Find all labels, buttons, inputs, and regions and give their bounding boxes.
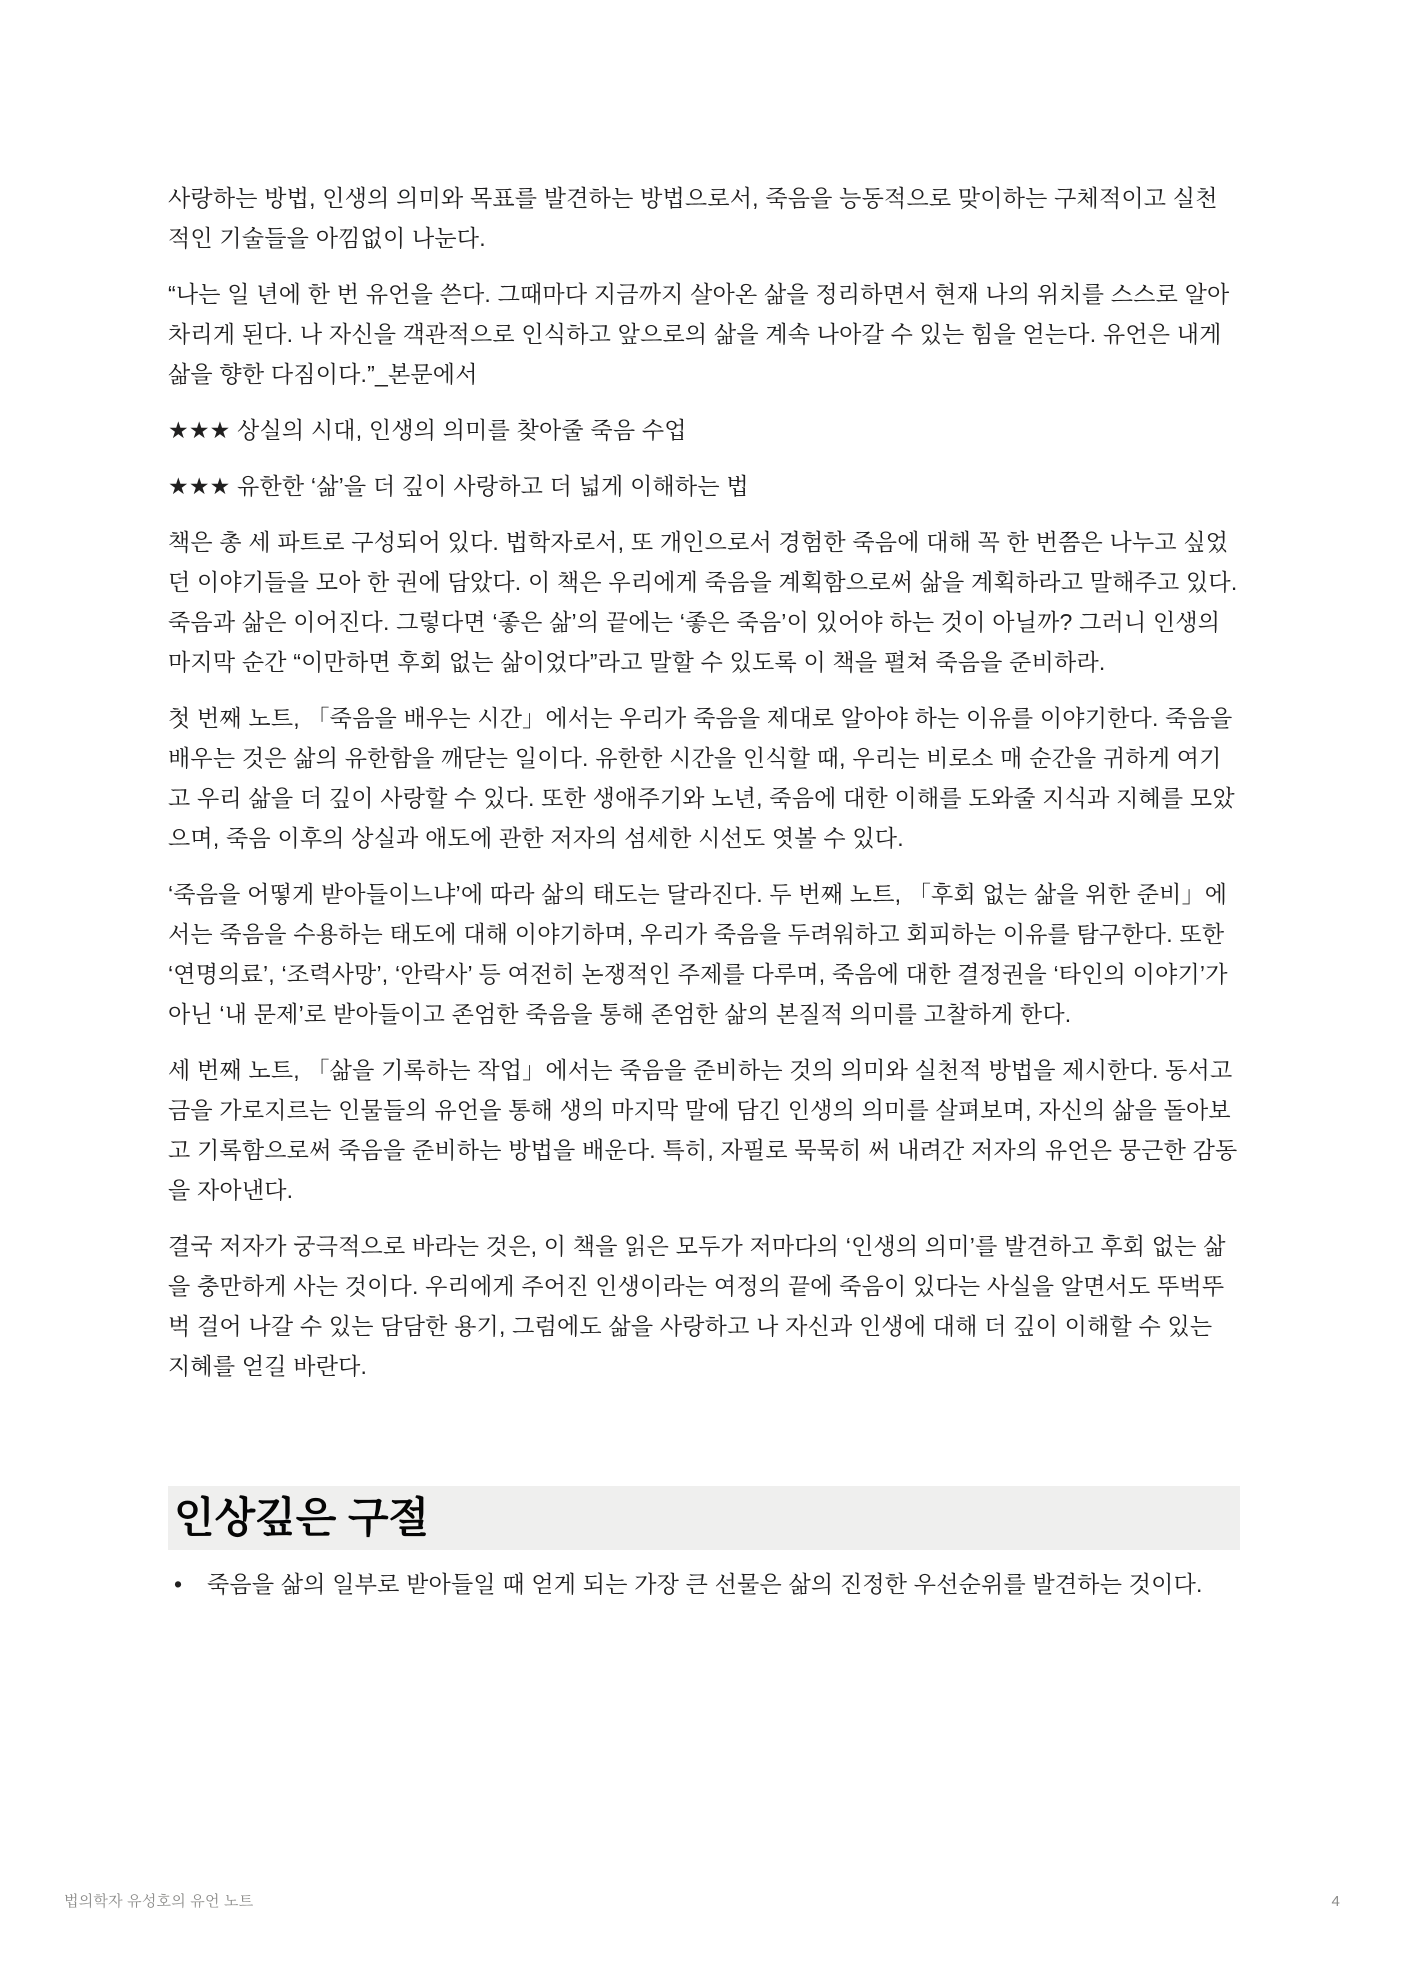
paragraph: 결국 저자가 궁극적으로 바라는 것은, 이 책을 읽은 모두가 저마다의 ‘인생의 의미’를 발견하고 후회 없는 삶을 충만하게 사는 것이다. 우리에게 주어진 인생이라는 여정의 끝에 죽음이 있다는 사실을 알면서도 뚜벅뚜벅 걸어 나갈 수 있는 담담한 용기, 그럼에도 삶을 사랑하고 나 자신과 인생에 대해 더 깊이 이해할 수 있는 지혜를 얻길 바란다. (168, 1233, 1226, 1379)
page-footer (64, 1892, 1340, 1912)
paragraph: 사랑하는 방법, 인생의 의미와 목표를 발견하는 방법으로서, 죽음을 능동적으로 맞이하는 구체적이고 실천적인 기술들을 아낌없이 나눈다. (168, 185, 1218, 251)
paragraph: 첫 번째 노트, 「죽음을 배우는 시간」에서는 우리가 죽음을 제대로 알아야 하는 이유를 이야기한다. 죽음을 배우는 것은 삶의 유한함을 깨닫는 일이다. 유한한 시간을 인식할 때, 우리는 비로소 매 순간을 귀하게 여기고 우리 삶을 더 깊이 사랑할 수 있다. 또한 생애주기와 노년, 죽음에 대한 이해를 도와줄 지식과 지혜를 모았으며, 죽음 이후의 상실과 애도에 관한 저자의 섬세한 시선도 엿볼 수 있다. (168, 705, 1235, 851)
paragraph: 세 번째 노트, 「삶을 기록하는 작업」에서는 죽음을 준비하는 것의 의미와 실천적 방법을 제시한다. 동서고금을 가로지르는 인물들의 유언을 통해 생의 마지막 말에 담긴 인생의 의미를 살펴보며, 자신의 삶을 돌아보고 기록함으로써 죽음을 준비하는 방법을 배운다. 특히, 자필로 묵묵히 써 내려간 저자의 유언은 뭉근한 감동을 자아낸다. (168, 1057, 1238, 1203)
paragraph: ‘죽음을 어떻게 받아들이느냐’에 따라 삶의 태도는 달라진다. 두 번째 노트, 「후회 없는 삶을 위한 준비」에서는 죽음을 수용하는 태도에 대해 이야기하며, 우리가 죽음을 두려워하고 회피하는 이유를 탐구한다. 또한 ‘연명의료’, ‘조력사망’, ‘안락사’ 등 여전히 논쟁적인 주제를 다루며, 죽음에 대한 결정권을 ‘타인의 이야기’가 아닌 ‘내 문제’로 받아들이고 존엄한 죽음을 통해 존엄한 삶의 본질적 의미를 고찰하게 한다. (168, 881, 1228, 1027)
paragraph: 책은 총 세 파트로 구성되어 있다. 법학자로서, 또 개인으로서 경험한 죽음에 대해 꼭 한 번쯤은 나누고 싶었던 이야기들을 모아 한 권에 담았다. 이 책은 우리에게 죽음을 계획함으로써 삶을 계획하라고 말해주고 있다. 죽음과 삶은 이어진다. 그렇다면 ‘좋은 삶’의 끝에는 ‘좋은 죽음’이 있어야 하는 것이 아닐까? 그러니 인생의 마지막 순간 “이만하면 후회 없는 삶이었다”라고 말할 수 있도록 이 책을 펼쳐 죽음을 준비하라. (168, 529, 1238, 675)
footer-document-title: 법의학자 유성호의 유언 노트 (64, 1893, 254, 1910)
paragraph-rating-stars: ★★★ 유한한 ‘삶’을 더 깊이 사랑하고 더 넓게 이해하는 법 (168, 473, 749, 499)
section-heading: 인상깊은 구절 (168, 1486, 1240, 1550)
footer-page-number: 4 (1331, 1893, 1340, 1910)
paragraph-rating-stars: ★★★ 상실의 시대, 인생의 의미를 찾아줄 죽음 수업 (168, 417, 687, 443)
paragraph: “나는 일 년에 한 번 유언을 쓴다. 그때마다 지금까지 살아온 삶을 정리하면서 현재 나의 위치를 스스로 알아차리게 된다. 나 자신을 객관적으로 인식하고 앞으로의 삶을 계속 나아갈 수 있는 힘을 얻는다. 유언은 내게 삶을 향한 다짐이다.”_본문에서 (168, 281, 1230, 387)
page-content (168, 178, 1240, 1604)
list-item: • 죽음을 삶의 일부로 받아들일 때 얻게 되는 가장 큰 선물은 삶의 진정한 우선순위를 발견하는 것이다. (207, 1564, 1240, 1604)
bullet-list (168, 1564, 1240, 1604)
